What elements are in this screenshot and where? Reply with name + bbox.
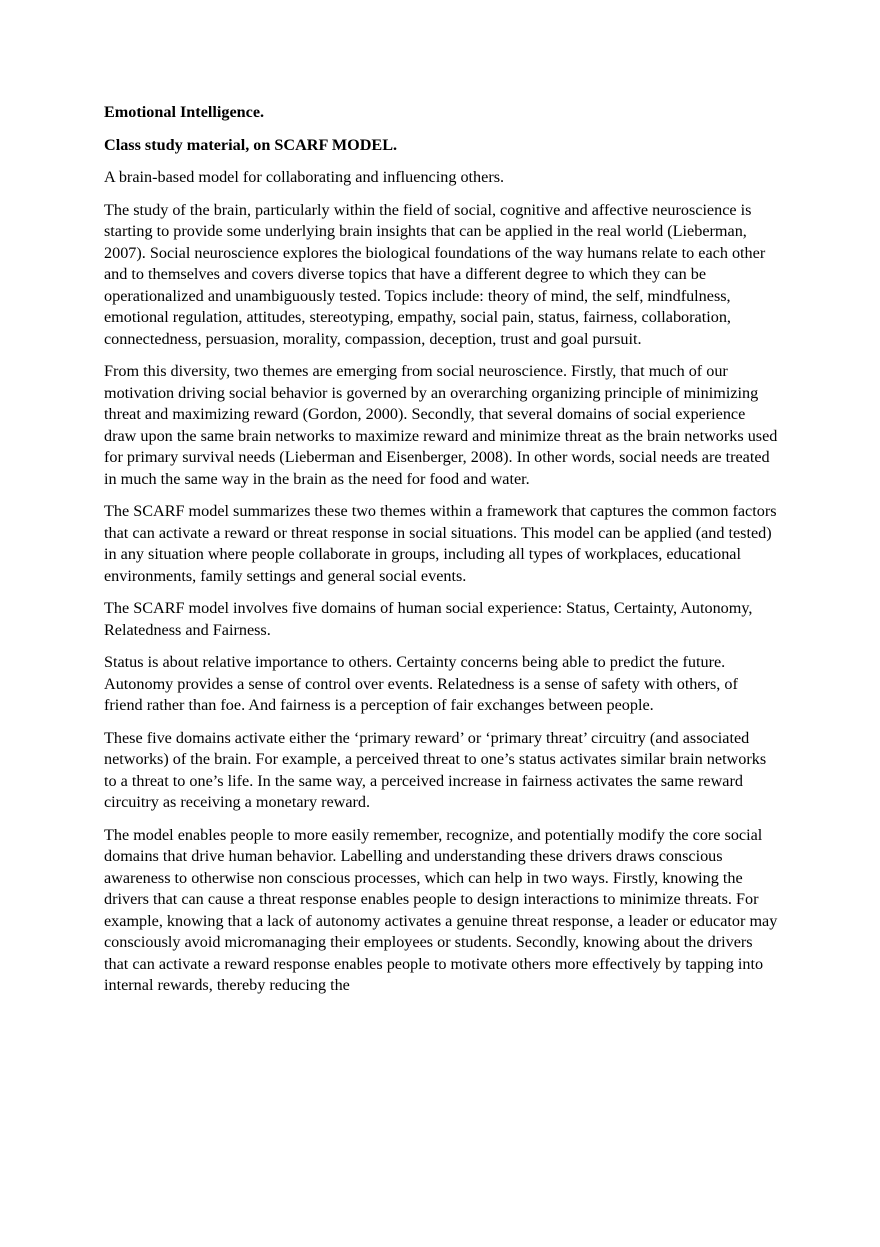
paragraph-scarf-summary: The SCARF model summarizes these two themes within a framework that captures the common factors that can activate a reward or threat response in social situations. This model can be applied (and tested) in any situation where people collaborate in groups, including all types of workplaces, educational environments, family settings and general social events.	[104, 502, 777, 585]
paragraph-domain-definitions: Status is about relative importance to others. Certainty concerns being able to predict the future. Autonomy provides a sense of control over events. Relatedness is a sense of safety with others, of friend rather than foe. And fairness is a perception of fair exchanges between people.	[104, 653, 738, 714]
document-subtitle: Class study material, on SCARF MODEL.	[104, 135, 398, 154]
paragraph-reward-threat: These five domains activate either the ‘primary reward’ or ‘primary threat’ circuitry (and associated networks) of the brain. For example, a perceived threat to one’s status activates similar brain networks to a threat to one’s life. In the same way, a perceived increase in fairness activates the same reward circuitry as receiving a monetary reward.	[104, 728, 767, 811]
document-body	[104, 102, 780, 1008]
document-title: Emotional Intelligence.	[104, 103, 265, 121]
paragraph-two-themes: From this diversity, two themes are emerging from social neuroscience. Firstly, that much of our motivation driving social behavior is governed by an overarching organizing principle of minimizing threat and maximizing reward (Gordon, 2000). Secondly, that several domains of social experience draw upon the same brain networks to maximize reward and minimize threat as the brain networks used for primary survival needs (Lieberman and Eisenberger, 2008). In other words, social needs are treated in much the same way in the brain as the need for food and water.	[104, 362, 778, 488]
paragraph-model-application: The model enables people to more easily remember, recognize, and potentially modify the core social domains that drive human behavior. Labelling and understanding these drivers draws conscious awareness to otherwise non conscious processes, which can help in two ways. Firstly, knowing the drivers that can cause a threat response enables people to design interactions to minimize threats. For example, knowing that a lack of autonomy activates a genuine threat response, a leader or educator may consciously avoid micromanaging their employees or students. Secondly, knowing about the drivers that can activate a reward response enables people to motivate others more effectively by tapping into internal rewards, thereby reducing the	[104, 825, 778, 994]
paragraph-brain-study: The study of the brain, particularly within the field of social, cognitive and affective neuroscience is starting to provide some underlying brain insights that can be applied in the real world (Lieberman, 2007). Social neuroscience explores the biological foundations of the way humans relate to each other and to themselves and covers diverse topics that have a different degree to which they can be operationalized and unambiguously tested. Topics include: theory of mind, the self, mindfulness, emotional regulation, attitudes, stereotyping, empathy, social pain, status, fairness, collaboration, connectedness, persuasion, morality, compassion, deception, trust and goal pursuit.	[104, 200, 766, 348]
paragraph-five-domains: The SCARF model involves five domains of human social experience: Status, Certainty, Autonomy, Relatedness and Fairness.	[104, 599, 753, 639]
paragraph-intro: A brain-based model for collaborating and influencing others.	[104, 168, 505, 186]
